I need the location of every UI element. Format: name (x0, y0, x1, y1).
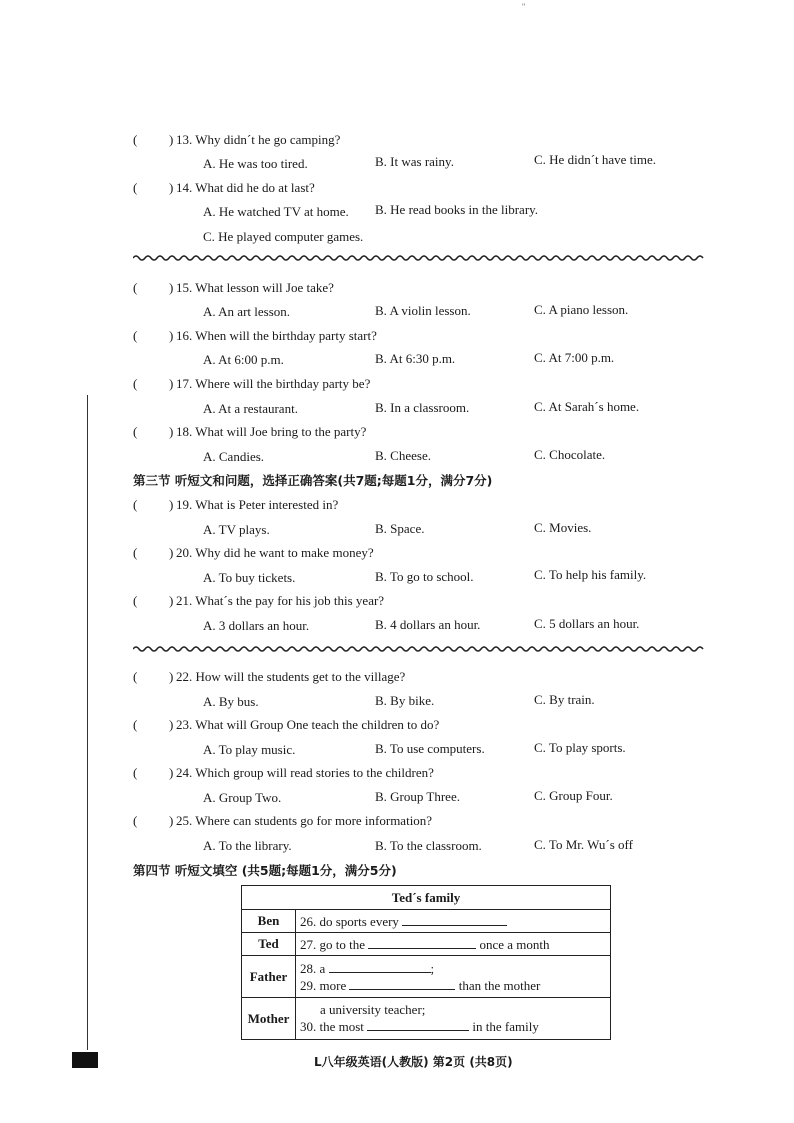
option-15c: C. A piano lesson. (534, 302, 629, 317)
answer-bracket-22[interactable]: ( ) (133, 669, 174, 684)
answer-bracket-23[interactable]: ( ) (133, 717, 174, 732)
option-13a: A. He was too tired. (203, 156, 308, 171)
option-21a: A. 3 dollars an hour. (203, 618, 310, 633)
option-18c: C. Chocolate. (534, 447, 606, 462)
table-row-father (242, 956, 611, 998)
option-15a: A. An art lesson. (203, 304, 291, 319)
question-24: 24. Which group will read stories to the children? (176, 765, 434, 780)
table-caption: Ted´s family (242, 886, 611, 910)
question-14: 14. What did he do at last? (176, 180, 315, 195)
option-22a: A. By bus. (203, 694, 259, 709)
teds-family-table (241, 885, 611, 1040)
option-19c: C. Movies. (534, 520, 592, 535)
row-label-father: Father (242, 956, 296, 998)
section-divider-wave-1 (133, 253, 705, 263)
answer-bracket-16[interactable]: ( ) (133, 328, 174, 343)
question-25: 25. Where can students go for more information? (176, 813, 433, 828)
question-15: 15. What lesson will Joe take? (176, 280, 334, 295)
answer-bracket-18[interactable]: ( ) (133, 424, 174, 439)
option-24c: C. Group Four. (534, 788, 613, 803)
option-14c: C. He played computer games. (203, 229, 364, 244)
answer-bracket-17[interactable]: ( ) (133, 376, 174, 391)
section-3-heading: 第三节 听短文和问题，选择正确答案(共7题;每题1分，满分7分) (133, 473, 493, 488)
blank-26[interactable] (402, 913, 507, 926)
option-22b: B. By bike. (375, 693, 435, 708)
margin-line (87, 395, 88, 1050)
option-22c: C. By train. (534, 692, 595, 707)
question-21: 21. What´s the pay for his job this year? (176, 593, 385, 608)
answer-bracket-13[interactable]: ( ) (133, 132, 174, 147)
option-21b: B. 4 dollars an hour. (375, 617, 481, 632)
cell-ben: 26. do sports every (296, 910, 611, 933)
option-13b: B. It was rainy. (375, 154, 454, 169)
blank-27[interactable] (368, 936, 476, 949)
question-16: 16. When will the birthday party start? (176, 328, 377, 343)
cell-ted: 27. go to the once a month (296, 933, 611, 956)
question-13: 13. Why didn´t he go camping? (176, 132, 341, 147)
option-14b: B. He read books in the library. (375, 202, 539, 217)
row-label-ted: Ted (242, 933, 296, 956)
blank-30[interactable] (367, 1018, 469, 1031)
option-25b: B. To the classroom. (375, 838, 482, 853)
question-18: 18. What will Joe bring to the party? (176, 424, 367, 439)
table-row-ted (242, 933, 611, 956)
question-23: 23. What will Group One teach the children to do? (176, 717, 440, 732)
option-25a: A. To the library. (203, 838, 292, 853)
question-19: 19. What is Peter interested in? (176, 497, 339, 512)
question-22: 22. How will the students get to the village? (176, 669, 406, 684)
answer-bracket-14[interactable]: ( ) (133, 180, 174, 195)
option-19a: A. TV plays. (203, 522, 270, 537)
option-15b: B. A violin lesson. (375, 303, 471, 318)
answer-bracket-19[interactable]: ( ) (133, 497, 174, 512)
option-16c: C. At 7:00 p.m. (534, 350, 615, 365)
option-21c: C. 5 dollars an hour. (534, 616, 640, 631)
option-20b: B. To go to school. (375, 569, 474, 584)
option-16a: A. At 6:00 p.m. (203, 352, 284, 367)
option-17b: B. In a classroom. (375, 400, 470, 415)
cell-father: 28. a ; 29. more than the mother (296, 956, 611, 998)
blank-28[interactable] (329, 960, 431, 973)
corner-marker (72, 1052, 98, 1068)
option-16b: B. At 6:30 p.m. (375, 351, 456, 366)
option-18a: A. Candies. (203, 449, 265, 464)
option-23a: A. To play music. (203, 742, 296, 757)
answer-bracket-21[interactable]: ( ) (133, 593, 174, 608)
scan-mark: '' (522, 2, 526, 12)
answer-bracket-15[interactable]: ( ) (133, 280, 174, 295)
option-20c: C. To help his family. (534, 567, 647, 582)
row-label-mother: Mother (242, 998, 296, 1040)
option-14a: A. He watched TV at home. (203, 204, 349, 219)
option-18b: B. Cheese. (375, 448, 431, 463)
section-divider-wave-2 (133, 644, 705, 654)
page-footer: L八年级英语(人教版) 第2页 (共8页) (314, 1055, 513, 1069)
answer-bracket-20[interactable]: ( ) (133, 545, 174, 560)
option-24a: A. Group Two. (203, 790, 282, 805)
option-17a: A. At a restaurant. (203, 401, 298, 416)
option-13c: C. He didn´t have time. (534, 152, 657, 167)
question-17: 17. Where will the birthday party be? (176, 376, 371, 391)
question-20: 20. Why did he want to make money? (176, 545, 374, 560)
option-23c: C. To play sports. (534, 740, 626, 755)
option-25c: C. To Mr. Wu´s off (534, 837, 633, 852)
option-17c: C. At Sarah´s home. (534, 399, 640, 414)
blank-29[interactable] (349, 977, 455, 990)
table-row-mother (242, 998, 611, 1040)
option-23b: B. To use computers. (375, 741, 485, 756)
cell-mother: a university teacher; 30. the most in the family (296, 998, 611, 1040)
answer-bracket-24[interactable]: ( ) (133, 765, 174, 780)
option-19b: B. Space. (375, 521, 425, 536)
table-row-ben (242, 910, 611, 933)
option-20a: A. To buy tickets. (203, 570, 296, 585)
section-4-heading: 第四节 听短文填空 (共5题;每题1分，满分5分) (133, 863, 397, 878)
answer-bracket-25[interactable]: ( ) (133, 813, 174, 828)
row-label-ben: Ben (242, 910, 296, 933)
option-24b: B. Group Three. (375, 789, 460, 804)
